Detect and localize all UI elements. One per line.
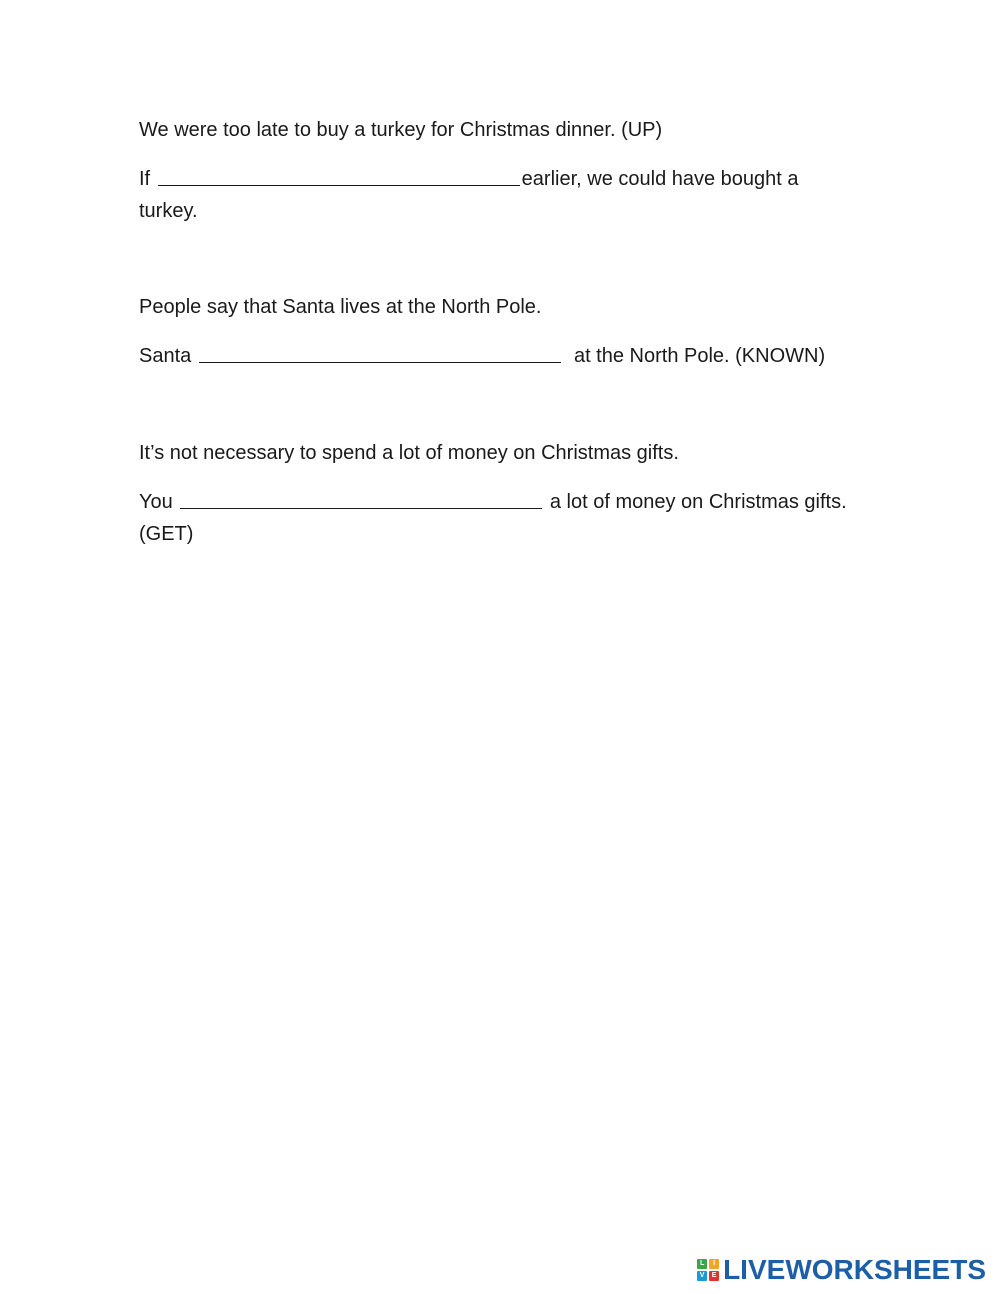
exercise-3-answer-input[interactable] <box>180 492 542 514</box>
logo-badge-letter: L <box>697 1259 707 1269</box>
exercise-3-prompt: It’s not necessary to spend a lot of money on Christmas gifts. <box>139 442 679 464</box>
logo-badge-letter: I <box>709 1259 719 1269</box>
exercise-2-prompt: People say that Santa lives at the North Pole. <box>139 296 542 318</box>
exercise-1-answer-after: earlier, we could have bought a <box>521 168 799 190</box>
logo-badge-icon <box>697 1259 719 1281</box>
exercise-3-answer-before: You <box>139 491 179 513</box>
exercise-3-answer-after: a lot of money on Christmas gifts. <box>544 491 847 513</box>
exercise-1-prompt: We were too late to buy a turkey for Christmas dinner. (UP) <box>139 119 663 141</box>
logo-text: LIVEWORKSHEETS <box>723 1254 986 1285</box>
exercise-1-answer-before: If <box>139 168 156 190</box>
exercise-3-answer-line <box>139 486 847 518</box>
exercise-1-answer-continuation: turkey. <box>139 200 198 222</box>
exercise-3-blank[interactable] <box>180 486 542 509</box>
exercise-2-answer-input[interactable] <box>199 346 561 368</box>
exercise-1-answer-input[interactable] <box>158 169 520 191</box>
logo-badge-letter: V <box>697 1271 707 1281</box>
exercise-1-blank[interactable] <box>158 163 520 186</box>
exercise-1-answer-line <box>139 163 799 195</box>
exercise-2-blank[interactable] <box>199 340 561 363</box>
exercise-3-answer-continuation: (GET) <box>139 523 194 545</box>
logo-badge-letter: E <box>709 1271 719 1281</box>
exercise-2-answer-before: Santa <box>139 345 197 367</box>
liveworksheets-logo <box>697 1256 986 1284</box>
exercise-2-answer-line <box>139 340 825 372</box>
exercise-2-answer-after: at the North Pole. (KNOWN) <box>562 345 826 367</box>
